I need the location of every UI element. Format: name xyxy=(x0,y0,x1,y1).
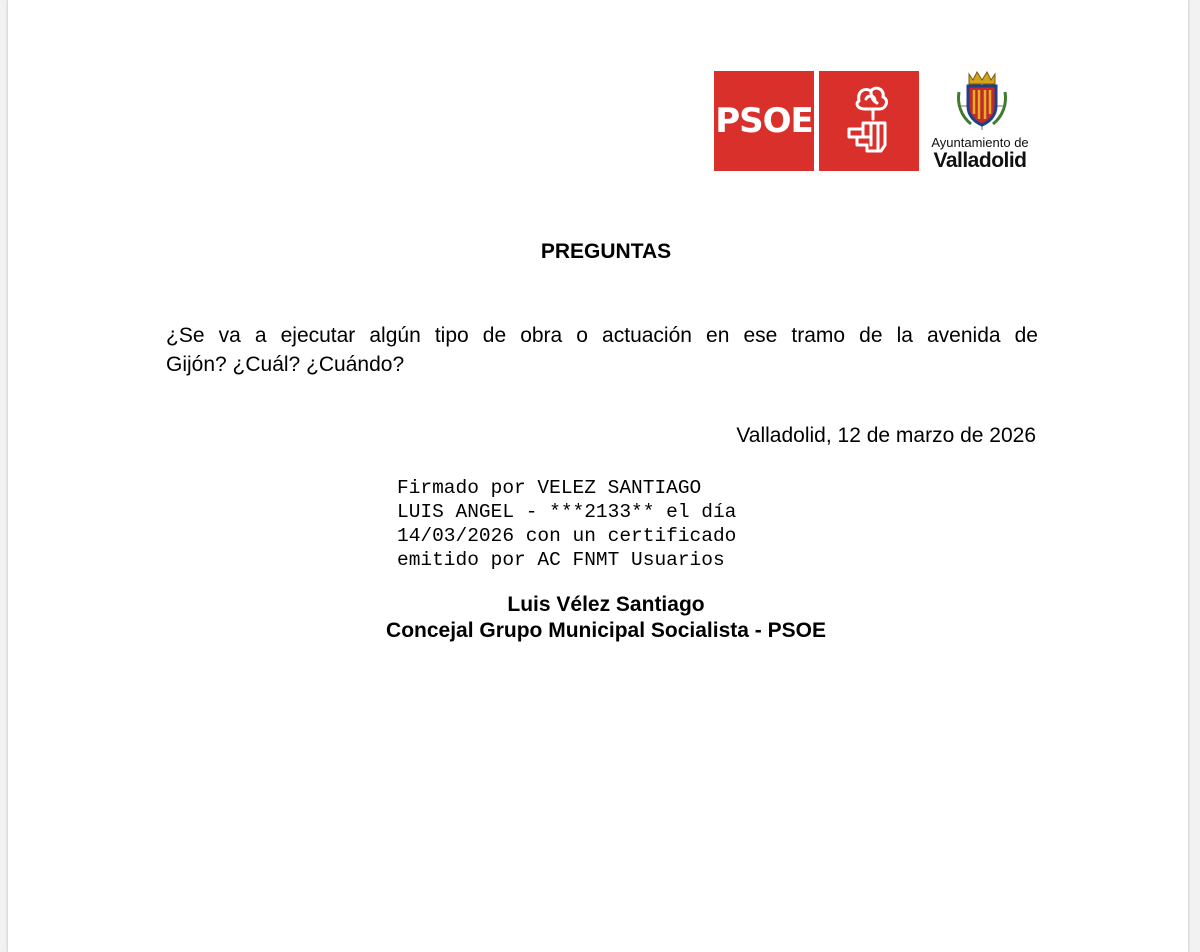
signature-line: 14/03/2026 con un certificado xyxy=(397,525,737,547)
psoe-logo-text: PSOE xyxy=(715,101,813,141)
ayuntamiento-label: Ayuntamiento de xyxy=(931,135,1029,150)
valladolid-coat-of-arms-icon xyxy=(955,70,1009,134)
signature-line: Firmado por VELEZ SANTIAGO xyxy=(397,477,702,499)
signer-name: Luis Vélez Santiago xyxy=(507,593,705,616)
place-date: Valladolid, 12 de marzo de 2026 xyxy=(736,424,1036,447)
valladolid-label: Valladolid xyxy=(933,149,1027,172)
psoe-logo xyxy=(714,71,814,171)
ayuntamiento-valladolid-logo xyxy=(922,70,1038,174)
signer-block xyxy=(0,592,1200,644)
signature-line: LUIS ANGEL - ***2133** el día xyxy=(397,501,737,523)
digital-signature-block xyxy=(397,476,736,572)
signature-line: emitido por AC FNMT Usuarios xyxy=(397,549,725,571)
question-line-1: ¿Se va a ejecutar algún tipo de obra o actuación en ese tramo de la avenida de xyxy=(166,324,1038,347)
signer-role: Concejal Grupo Municipal Socialista - PSOE xyxy=(386,619,826,642)
document-title: PREGUNTAS xyxy=(540,240,672,263)
question-line-2: Gijón? ¿Cuál? ¿Cuándo? xyxy=(166,353,405,376)
psoe-fist-rose-icon xyxy=(819,71,919,171)
question-paragraph xyxy=(166,321,1038,379)
